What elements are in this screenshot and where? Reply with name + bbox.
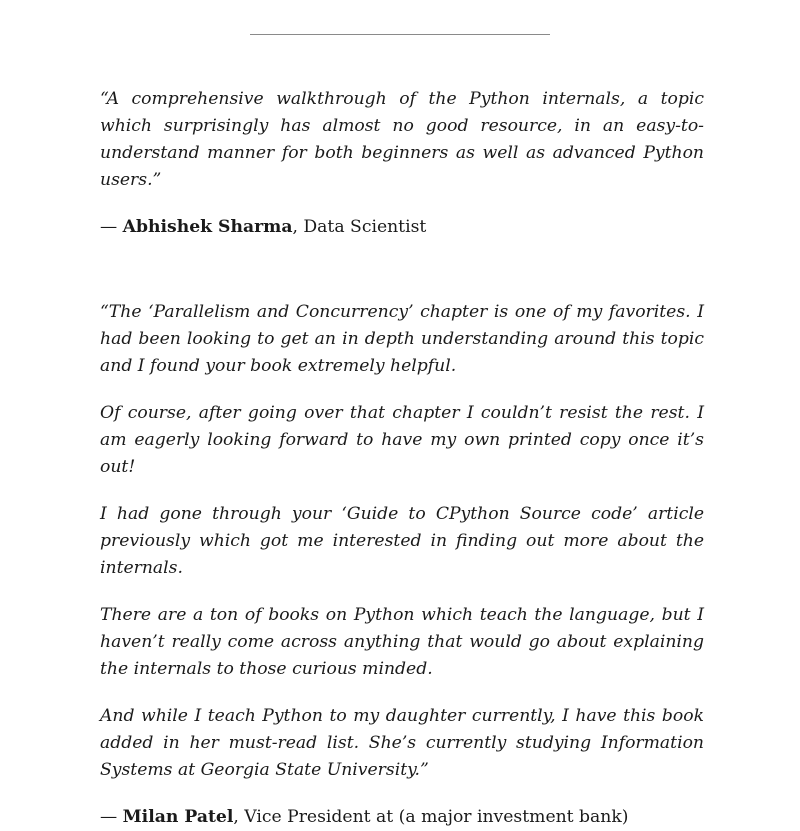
attribution-dash: — (100, 217, 123, 237)
quote-body (100, 299, 704, 784)
author-role: , Vice President at (a major investment bank) (233, 807, 629, 827)
quote-body (100, 86, 704, 194)
quote-paragraph: And while I teach Python to my daughter currently, I have this book added in her must-read list. She’s currently studying Information Systems at Georgia State University.” (100, 706, 704, 780)
quote-paragraph: “The ‘Parallelism and Concurrency’ chapter is one of my favorites. I had been looking to get an in depth understanding around this topic and I found your book extremely helpful. (100, 302, 704, 376)
quote-paragraph: Of course, after going over that chapter I couldn’t resist the rest. I am eagerly looking forward to have my own printed copy once it’s out! (100, 403, 704, 477)
testimonial-milan (100, 299, 704, 831)
quote-paragraph: “A comprehensive walkthrough of the Python internals, a topic which surprisingly has almost no good resource, in an easy-to-understand manner for both beginners as well as advanced Python users.” (100, 89, 704, 190)
quote-paragraph: I had gone through your ‘Guide to CPython Source code’ article previously which got me interested in finding out more about the internals. (100, 504, 704, 578)
author-name: Milan Patel (122, 807, 234, 827)
attribution (100, 804, 704, 831)
top-divider (250, 34, 550, 35)
testimonials (100, 86, 704, 831)
spacer (100, 241, 704, 299)
attribution-dash: — (100, 807, 123, 827)
author-role: , Data Scientist (292, 217, 427, 237)
testimonial-abhishek (100, 86, 704, 241)
attribution (100, 214, 704, 241)
quote-paragraph: There are a ton of books on Python which teach the language, but I haven’t really come across anything that would go about explaining the internals to those curious minded. (100, 605, 704, 679)
author-name: Abhishek Sharma (122, 217, 293, 237)
